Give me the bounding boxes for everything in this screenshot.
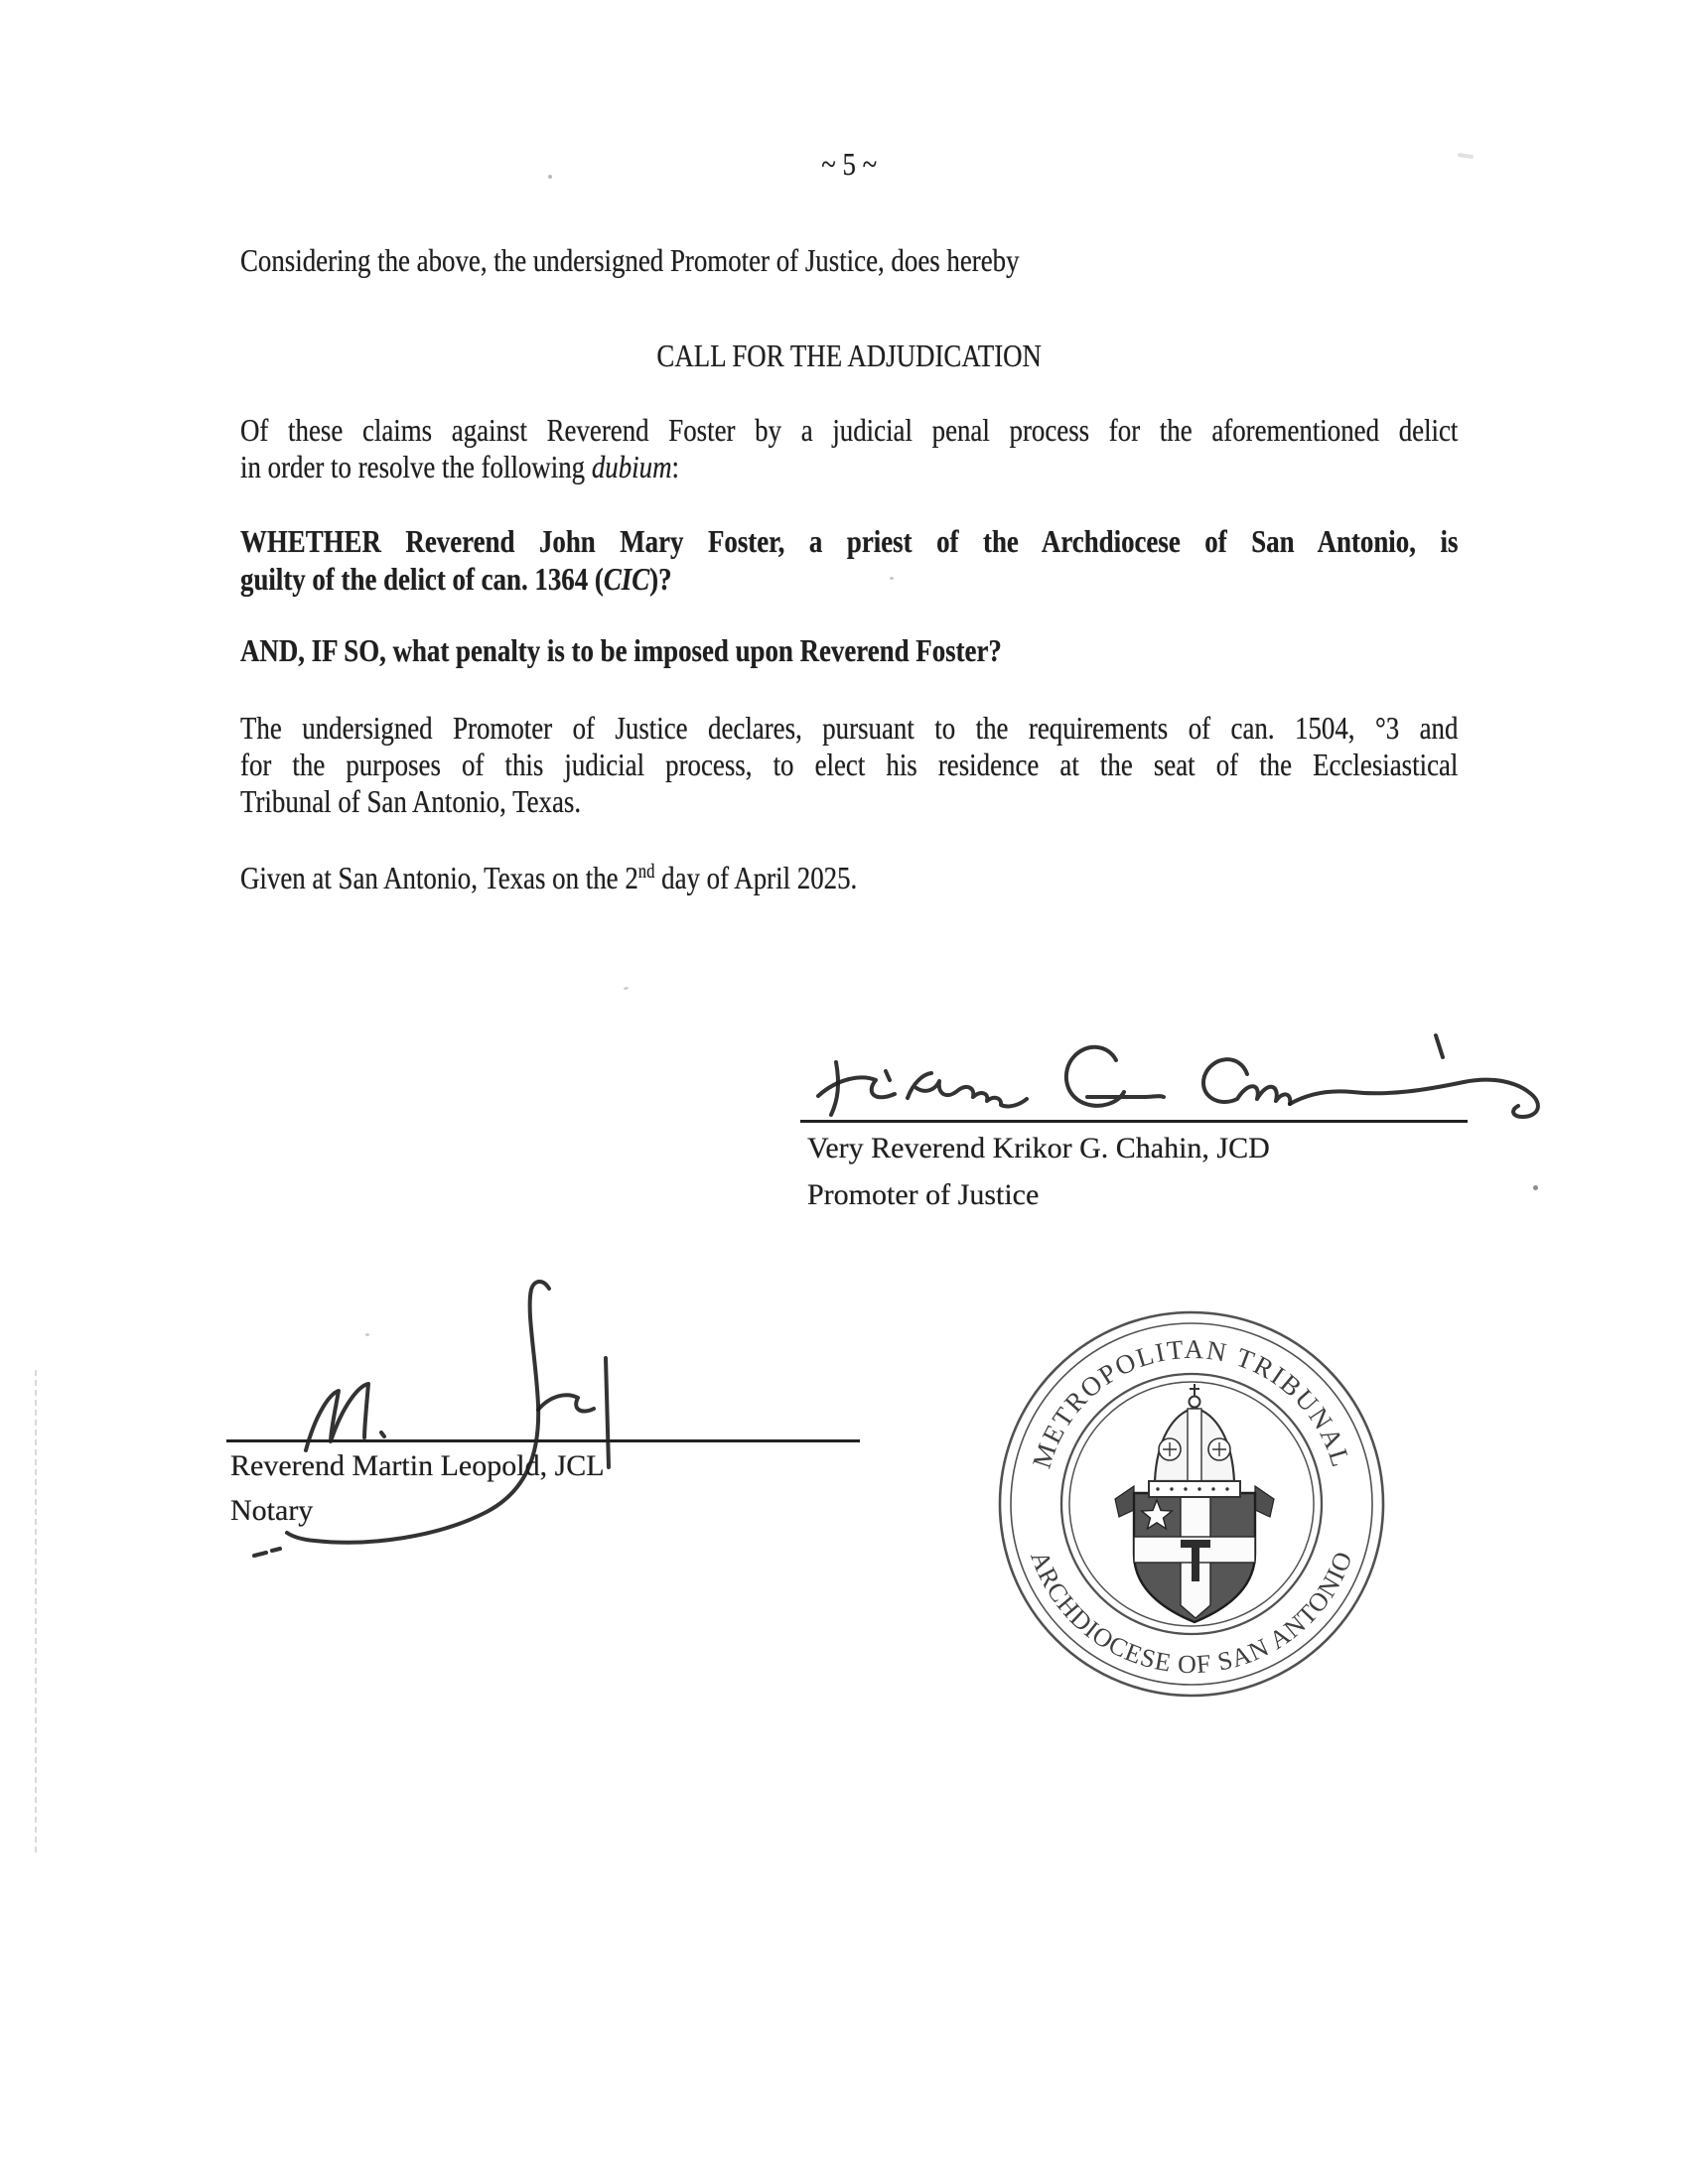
- dubium-question1-line1: WHETHER Reverend John Mary Foster, a priest of the Archdiocese of San Antonio, is: [240, 523, 1459, 559]
- paragraph2-line1: The undersigned Promoter of Justice declares, pursuant to the requirements of can. 1504, °3 and: [240, 710, 1459, 746]
- paragraph1-line2-colon: :: [671, 449, 679, 484]
- intro-line: Considering the above, the undersigned Promoter of Justice, does hereby: [240, 242, 1020, 278]
- paragraph1-line2-text: in order to resolve the following: [240, 449, 592, 484]
- notary-title: Notary: [230, 1494, 314, 1527]
- dateline-end: day of April 2025.: [654, 859, 858, 895]
- scan-artifact-dot: [890, 577, 894, 580]
- notary-name: Reverend Martin Leopold, JCL: [230, 1449, 605, 1482]
- seal-bottom-text: ARCHDIOCESE OF SAN ANTONIO: [1025, 1547, 1358, 1680]
- paragraph2-line3: Tribunal of San Antonio, Texas.: [240, 783, 582, 819]
- mitre-icon: [1149, 1384, 1240, 1497]
- dubium-question1-line2-end: )?: [649, 561, 672, 597]
- scan-artifact-dot: [548, 175, 552, 179]
- cic-italic: CIC: [603, 561, 650, 597]
- seal-coat-of-arms: [1115, 1384, 1274, 1622]
- paragraph2-line2: for the purposes of this judicial process, to elect his residence at the seat of the Ecclesiastical: [240, 747, 1459, 782]
- dubium-question1-line2: [240, 559, 1458, 599]
- left-ribbon: [1115, 1486, 1134, 1517]
- dubium-question2: AND, IF SO, what penalty is to be imposed upon Reverend Foster?: [240, 632, 1002, 668]
- scan-artifact-dash: [1458, 153, 1474, 159]
- seal-top-text: METROPOLITAN TRIBUNAL: [1026, 1333, 1357, 1472]
- page-number: ~ 5 ~: [821, 146, 878, 182]
- dateline-ordinal-suffix: nd: [637, 861, 655, 883]
- scan-artifact-dot: [1533, 1185, 1538, 1190]
- tribunal-seal: [998, 1310, 1385, 1698]
- scan-artifact-dot: [365, 1333, 369, 1336]
- promoter-name: Very Reverend Krikor G. Chahin, JCD: [807, 1132, 1270, 1164]
- promoter-title: Promoter of Justice: [807, 1178, 1040, 1211]
- dateline: [240, 852, 1458, 895]
- dateline-text: Given at San Antonio, Texas on the 2: [240, 859, 638, 895]
- promoter-signature-ink: [774, 1001, 1569, 1130]
- paragraph1-line1: Of these claims against Reverend Foster by a judicial penal process for the aforementioned delict: [240, 412, 1459, 448]
- section-heading: CALL FOR THE ADJUDICATION: [656, 338, 1042, 373]
- dubium-question1-line2-text: guilty of the delict of can. 1364 (: [240, 561, 604, 597]
- right-ribbon: [1255, 1486, 1274, 1517]
- paragraph1-line2: [240, 447, 1458, 486]
- scan-artifact-edge-dashes: [35, 1370, 37, 1852]
- dubium-italic: dubium: [591, 449, 672, 484]
- notary-signature-line: [226, 1439, 860, 1442]
- promoter-signature-line: [800, 1120, 1468, 1123]
